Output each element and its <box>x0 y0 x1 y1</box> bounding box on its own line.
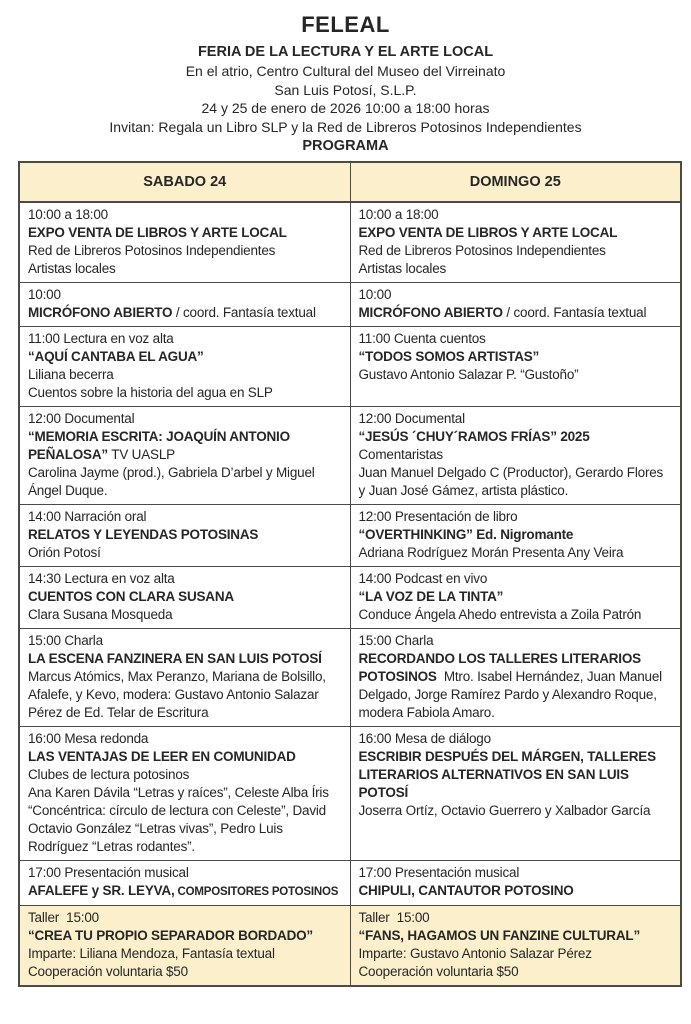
event-text-line: Red de Libreros Potosinos Independientes <box>28 243 276 258</box>
event-cell-saturday <box>20 567 351 628</box>
event-text-line: AFALEFE y SR. LEYVA, COMPOSITORES POTOSINOS <box>28 883 339 898</box>
event-text-line: 15:00 Charla <box>358 633 434 648</box>
event-text-line: “LA VOZ DE LA TINTA” <box>358 589 504 604</box>
page-title: FELEAL <box>301 12 390 37</box>
event-text-line: Taller 15:00 <box>28 910 99 925</box>
header-lines <box>0 62 691 136</box>
header-line: San Luis Potosí, S.L.P. <box>274 81 417 98</box>
flyer-header <box>0 0 691 156</box>
event-text-line: LA ESCENA FANZINERA EN SAN LUIS POTOSÍ <box>28 651 322 666</box>
event-text-line: Adriana Rodríguez Morán Presenta Any Veira <box>358 545 624 560</box>
event-text-line: Joserra Ortíz, Octavio Guerrero y Xalbador García <box>358 803 651 818</box>
program-row <box>20 727 680 861</box>
event-text-line: RELATOS Y LEYENDAS POTOSINAS <box>28 527 259 542</box>
event-text-line: MICRÓFONO ABIERTO / coord. Fantasía textual <box>28 305 316 320</box>
event-text-line: MICRÓFONO ABIERTO / coord. Fantasía textual <box>358 305 647 320</box>
event-text-line: 10:00 <box>358 287 392 302</box>
event-text-line: 12:00 Documental <box>28 411 135 426</box>
event-cell-sunday <box>351 327 681 406</box>
event-cell-saturday <box>20 407 351 504</box>
event-text-line: “TODOS SOMOS ARTISTAS” <box>358 349 540 364</box>
event-text-line: Comentaristas <box>358 447 443 462</box>
event-text-line: 17:00 Presentación musical <box>358 865 520 880</box>
program-table-header <box>20 163 680 203</box>
event-text-line: 14:30 Lectura en voz alta <box>28 571 175 586</box>
program-row <box>20 906 680 985</box>
event-cell-sunday <box>351 906 681 985</box>
event-cell-saturday <box>20 629 351 726</box>
event-text-line: EXPO VENTA DE LIBROS Y ARTE LOCAL <box>28 225 287 240</box>
event-text-line: CHIPULI, CANTAUTOR POTOSINO <box>358 883 574 898</box>
event-text-line: ESCRIBIR DESPUÉS DEL MÁRGEN, TALLERES LITERARIOS ALTERNATIVOS EN SAN LUIS POTOSÍ <box>358 749 660 800</box>
event-text-line: RECORDANDO LOS TALLERES LITERARIOS POTOSINOS Mtro. Isabel Hernández, Juan Manuel Delgado, Jorge Ramírez Pardo y Alexandro Roque, modera Fabiola Amaro. <box>358 651 666 720</box>
program-label: PROGRAMA <box>302 138 389 154</box>
event-text-line: Artistas locales <box>358 261 447 276</box>
program-row <box>20 629 680 727</box>
event-text-line: Red de Libreros Potosinos Independientes <box>358 243 606 258</box>
event-text-line: EXPO VENTA DE LIBROS Y ARTE LOCAL <box>358 225 618 240</box>
program-row <box>20 505 680 567</box>
event-cell-sunday <box>351 861 681 905</box>
event-text-line: 16:00 Mesa redonda <box>28 731 149 746</box>
event-text-line: “FANS, HAGAMOS UN FANZINE CULTURAL” <box>358 928 640 943</box>
event-text-line: 10:00 a 18:00 <box>28 207 108 222</box>
event-cell-saturday <box>20 283 351 326</box>
event-cell-sunday <box>351 727 681 860</box>
event-cell-sunday <box>351 203 681 282</box>
event-cell-sunday <box>351 567 681 628</box>
event-cell-saturday <box>20 727 351 860</box>
event-text-line: 16:00 Mesa de diálogo <box>358 731 491 746</box>
event-text-line: Cooperación voluntaria $50 <box>358 964 519 979</box>
event-text-line: Imparte: Liliana Mendoza, Fantasía textual <box>28 946 275 961</box>
event-cell-sunday <box>351 283 681 326</box>
event-cell-saturday <box>20 203 351 282</box>
event-cell-saturday <box>20 906 351 985</box>
header-line: 24 y 25 de enero de 2026 10:00 a 18:00 horas <box>201 100 490 116</box>
event-text-line: “JESÚS ´CHUY´RAMOS FRÍAS” 2025 <box>358 429 590 444</box>
event-text-line: Conduce Ángela Ahedo entrevista a Zoila Patrón <box>358 607 642 622</box>
event-text-line: 14:00 Narración oral <box>28 509 147 524</box>
event-text-line: 11:00 Lectura en voz alta <box>28 331 174 346</box>
event-text-line: LAS VENTAJAS DE LEER EN COMUNIDAD <box>28 749 296 764</box>
event-text-line: CUENTOS CON CLARA SUSANA <box>28 589 234 604</box>
program-table <box>18 161 682 987</box>
event-cell-sunday <box>351 505 681 566</box>
event-text-line: “MEMORIA ESCRITA: JOAQUÍN ANTONIO PEÑALOSA” TV UASLP <box>28 429 294 462</box>
event-text-line: 17:00 Presentación musical <box>28 865 189 880</box>
program-row <box>20 283 680 327</box>
event-cell-saturday <box>20 861 351 905</box>
event-text-line: Artistas locales <box>28 261 116 276</box>
event-text-line: Marcus Atómics, Max Peranzo, Mariana de Bolsillo, Afalefe, y Kevo, modera: Gustavo Antonio Salazar Pérez de Ed. Telar de Escritura <box>28 669 329 720</box>
program-body <box>20 203 680 985</box>
event-text-line: Orión Potosí <box>28 545 101 560</box>
event-cell-sunday <box>351 629 681 726</box>
column-header-sunday: DOMINGO 25 <box>469 174 561 190</box>
event-text-line: Ana Karen Dávila “Letras y raíces”, Celeste Alba Íris “Concéntrica: círculo de lectura con Celeste”, David Octavio González “Letras vivas”, Pedro Luis Rodríguez “Letras rodantes”. <box>28 785 333 854</box>
fair-subtitle: FERIA DE LA LECTURA Y EL ARTE LOCAL <box>197 44 494 60</box>
program-row <box>20 203 680 283</box>
event-cell-saturday <box>20 327 351 406</box>
event-text-line: Imparte: Gustavo Antonio Salazar Pérez <box>358 946 592 961</box>
event-text-line: “OVERTHINKING” Ed. Nigromante <box>358 527 574 542</box>
program-row <box>20 861 680 906</box>
program-row <box>20 407 680 505</box>
header-line: En el atrio, Centro Cultural del Museo del Virreinato <box>185 63 506 79</box>
event-text-line: 11:00 Cuenta cuentos <box>358 331 486 346</box>
event-text-line: 10:00 a 18:00 <box>358 207 439 222</box>
event-text-line: “CREA TU PROPIO SEPARADOR BORDADO” <box>28 928 313 943</box>
event-cell-saturday <box>20 505 351 566</box>
header-line: Invitan: Regala un Libro SLP y la Red de Libreros Potosinos Independientes <box>109 118 582 135</box>
event-text-line: Juan Manuel Delgado C (Productor), Gerardo Flores y Juan José Gámez, artista plástico. <box>358 465 667 498</box>
program-row <box>20 567 680 629</box>
event-text-line: Cuentos sobre la historia del agua en SLP <box>28 385 273 400</box>
event-text-line: Clara Susana Mosqueda <box>28 607 173 622</box>
program-row <box>20 327 680 407</box>
event-text-line: 10:00 <box>28 287 61 302</box>
event-text-line: 12:00 Documental <box>358 411 465 426</box>
event-text-line: 14:00 Podcast en vivo <box>358 571 488 586</box>
event-text-line: “AQUÍ CANTABA EL AGUA” <box>28 349 204 364</box>
event-text-line: Clubes de lectura potosinos <box>28 767 190 782</box>
event-text-line: 12:00 Presentación de libro <box>358 509 518 524</box>
event-text-line: Carolina Jayme (prod.), Gabriela D’arbel y Miguel Ángel Duque. <box>28 465 319 498</box>
event-text-line: 15:00 Charla <box>28 633 103 648</box>
event-text-line: Cooperación voluntaria $50 <box>28 964 188 979</box>
event-text-line: Liliana becerra <box>28 367 114 382</box>
column-header-saturday: SABADO 24 <box>20 163 351 201</box>
event-cell-sunday <box>351 407 681 504</box>
event-text-line: Taller 15:00 <box>358 910 430 925</box>
event-text-line: Gustavo Antonio Salazar P. “Gustoño” <box>358 367 579 382</box>
